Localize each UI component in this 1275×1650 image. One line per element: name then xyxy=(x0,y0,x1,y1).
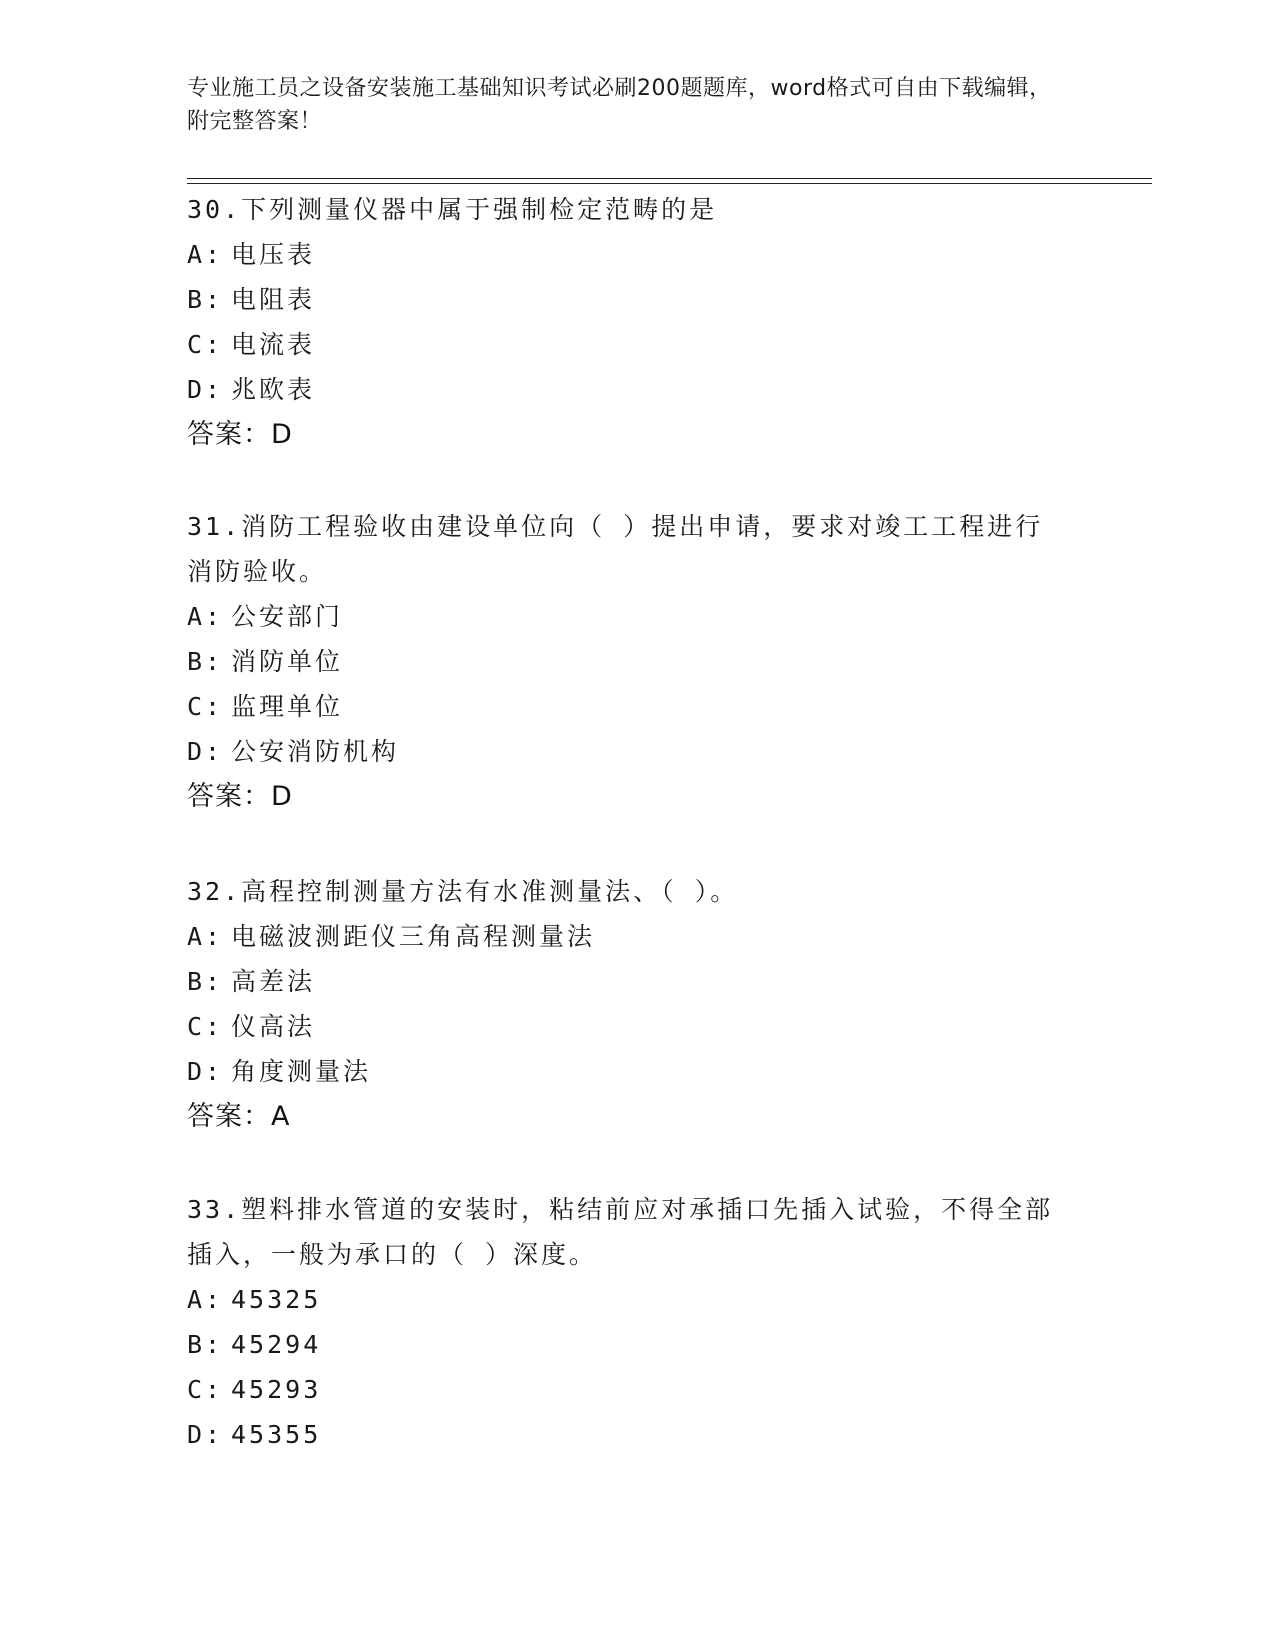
option-letter: B: xyxy=(187,1330,224,1359)
option-c xyxy=(187,684,1087,729)
header-divider-bottom xyxy=(187,183,1152,184)
option-text: 消防单位 xyxy=(231,647,344,676)
option-text: 角度测量法 xyxy=(231,1057,372,1086)
option-letter: C: xyxy=(187,1012,224,1041)
option-letter: C: xyxy=(187,330,224,359)
question-text: 32.高程控制测量方法有水准测量法、（ ）。 xyxy=(187,877,739,906)
option-b xyxy=(187,639,1087,684)
option-a xyxy=(187,914,1087,959)
option-c xyxy=(187,1367,1087,1412)
option-text: 45294 xyxy=(231,1330,322,1359)
option-text: 兆欧表 xyxy=(231,375,316,404)
option-b xyxy=(187,1322,1087,1367)
option-letter: D: xyxy=(187,737,224,766)
answer-line: 答案：D xyxy=(187,781,293,812)
option-c xyxy=(187,1004,1087,1049)
option-d xyxy=(187,729,1087,774)
answer-line: 答案：A xyxy=(187,1101,291,1132)
option-text: 45293 xyxy=(231,1375,322,1404)
option-text: 电压表 xyxy=(231,240,316,269)
option-letter: B: xyxy=(187,285,224,314)
option-a xyxy=(187,1277,1087,1322)
document-header: 专业施工员之设备安装施工基础知识考试必刷200题题库，word格式可自由下载编辑，附完整答案！ xyxy=(187,76,1052,134)
option-a xyxy=(187,232,1087,277)
option-letter: C: xyxy=(187,692,224,721)
option-d xyxy=(187,1412,1087,1457)
question-text: 33.塑料排水管道的安装时，粘结前应对承插口先插入试验，不得全部插入，一般为承口的（ ）深度。 xyxy=(187,1195,1054,1269)
option-d xyxy=(187,1049,1087,1094)
question-block xyxy=(187,869,1087,1139)
option-text: 高差法 xyxy=(231,967,316,996)
option-text: 电磁波测距仪三角高程测量法 xyxy=(231,922,596,951)
option-d xyxy=(187,367,1087,412)
option-text: 45325 xyxy=(231,1285,322,1314)
option-letter: D: xyxy=(187,375,224,404)
question-text: 31.消防工程验收由建设单位向（ ）提出申请，要求对竣工工程进行消防验收。 xyxy=(187,512,1044,586)
option-letter: C: xyxy=(187,1375,224,1404)
option-text: 45355 xyxy=(231,1420,322,1449)
option-letter: A: xyxy=(187,240,224,269)
option-letter: B: xyxy=(187,967,224,996)
option-text: 仪高法 xyxy=(231,1012,316,1041)
option-text: 公安部门 xyxy=(231,602,344,631)
header-divider-top xyxy=(187,178,1152,179)
option-b xyxy=(187,277,1087,322)
question-text: 30.下列测量仪器中属于强制检定范畴的是 xyxy=(187,195,718,224)
question-block xyxy=(187,1187,1087,1457)
option-b xyxy=(187,959,1087,1004)
option-letter: D: xyxy=(187,1057,224,1086)
option-letter: B: xyxy=(187,647,224,676)
option-text: 电阻表 xyxy=(231,285,316,314)
option-text: 电流表 xyxy=(231,330,316,359)
option-a xyxy=(187,594,1087,639)
option-text: 公安消防机构 xyxy=(231,737,400,766)
option-text: 监理单位 xyxy=(231,692,344,721)
option-letter: A: xyxy=(187,922,224,951)
question-block xyxy=(187,504,1087,819)
answer-line: 答案：D xyxy=(187,419,293,450)
option-c xyxy=(187,322,1087,367)
option-letter: D: xyxy=(187,1420,224,1449)
question-block xyxy=(187,187,1087,457)
option-letter: A: xyxy=(187,602,224,631)
option-letter: A: xyxy=(187,1285,224,1314)
